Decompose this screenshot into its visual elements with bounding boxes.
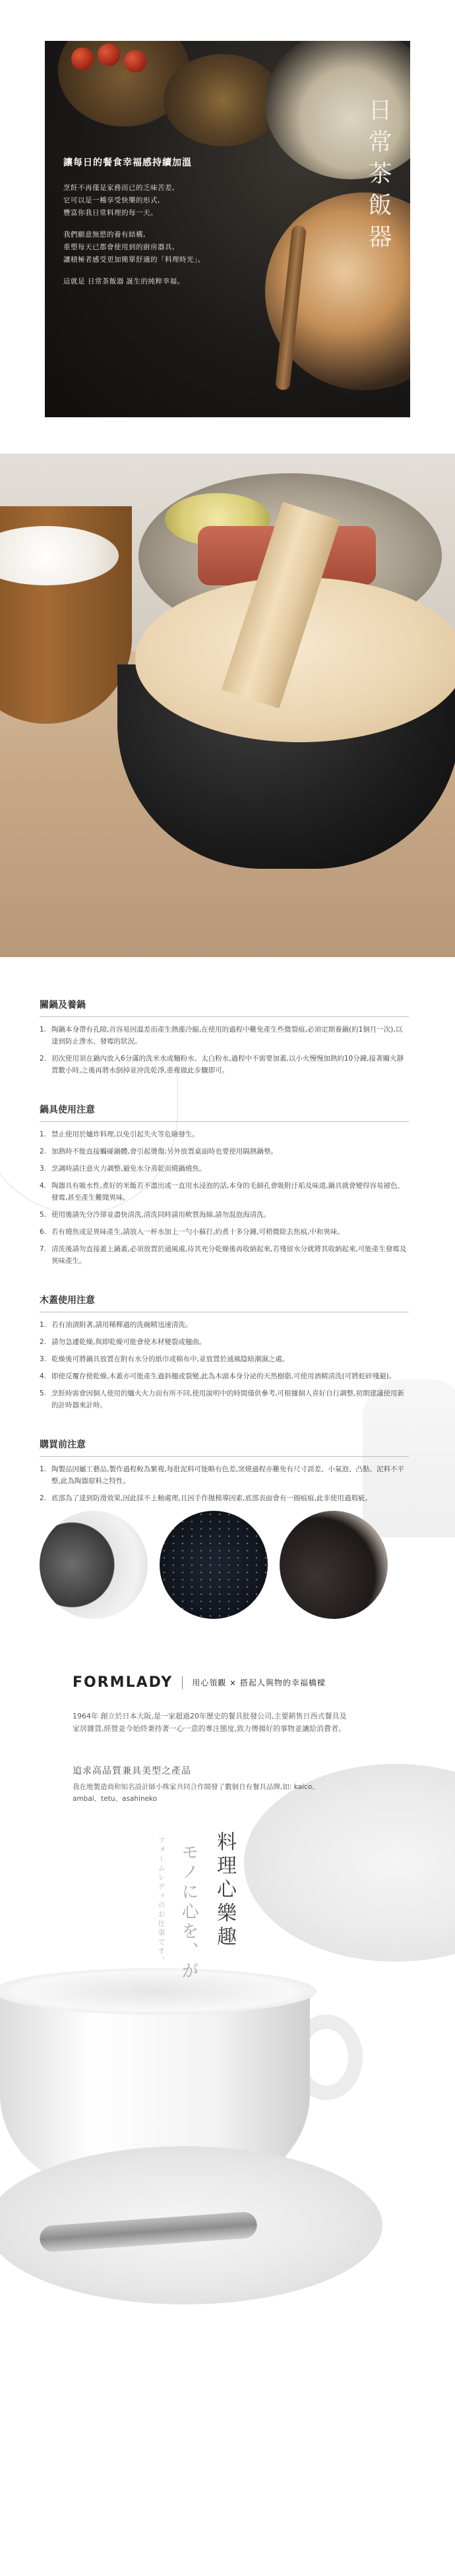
brand-description: 1964年 創立於日本大阪,是一家超過20年歷史的餐具批發公司,主要銷售日西式餐具及家居雜貨,經營並今始終秉持著一心一意的專注態度,致力傳揚好的事物並讓給消費者。 — [73, 1712, 347, 1733]
list-item-text: 陶鍋本身帶有孔隙,首容易因溫差而產生熱漲冷縮,在使用的過程中難免產生些微裂痕,必須定期養鍋(約1個月一次),以達到防止滲水、發霉的狀況。 — [51, 1026, 403, 1045]
tomato-image — [124, 50, 146, 73]
list-item: 6. 若有燒焦或是異味產生,請放入一杯水加上一勺小蘇打,約煮十多分鐘,可稍微除去焦痕,中和異味。 — [40, 1228, 344, 1236]
cup-rim — [0, 1968, 317, 2014]
section-title: 鍋具使用注意 — [40, 1103, 409, 1122]
brand-subtitle: 追求高品質兼具美型之產品 — [73, 1766, 191, 1776]
section-list — [40, 1024, 409, 1076]
list-item-text: 陶器具有吸水性,煮好的米飯若不盡出或一直用水浸泡的話,本身的毛細孔會吸附汙垢及味道,鍋具就會變得容易褪色、發霉,甚至產生難聞異味。 — [51, 1182, 405, 1202]
list-item: 2. 初次使用須在鍋內放入6分滿的洗米水或麵粉水、太白粉水,過程中不需要加蓋,以小火慢慢加熱約10分鐘,接著關火靜置數小時,之後再將水倒掉並沖洗乾淨,重複做此步驟即可。 — [40, 1055, 404, 1074]
list-item-text: 加熱時不能直接觸碰鍋體,會引起燙傷;另外放置桌面時也要使用隔熱鍋墊。 — [51, 1148, 278, 1156]
instructions-section — [0, 957, 455, 1619]
list-item: 1. 陶製品因屬工藝品,製作過程較為繁複,每批泥料可能略有色差,窯燒過程亦難免有尺寸誤差、小氣泡、凸點、泥料不平整,此為陶器原料之特性。 — [40, 1465, 405, 1485]
hero-headline: 讓每日的餐食幸福感持續加溫 — [63, 158, 192, 168]
hero-section — [0, 0, 455, 454]
list-item-text: 乾燥後可將鍋具放置在附有水分的紙巾或棉布中,並放置於通風陰暗潮濕之處。 — [51, 1355, 289, 1363]
list-item: 2. 底部為了達到防滑效果,因此採不上釉處理,且因手作拋模導因素,底部表面會有一圈痕痕,此非使用過瑕疵。 — [40, 1494, 372, 1502]
section-title: 木蓋使用注意 — [40, 1293, 409, 1312]
brand-logo: FORMLADY — [73, 1674, 173, 1691]
list-item-text: 若有燒焦或是異味產生,請放入一杯水加上一勺小蘇打,約煮十多分鐘,可稍微除去焦痕,中和異味。 — [51, 1228, 344, 1236]
list-item: 7. 清洗後請勿直接蓋上鍋蓋,必須放置於通風處,待其充分乾燥後再收納起來,若殘留水分就將其收納起來,可能產生發霉及異味產生。 — [40, 1245, 407, 1265]
list-item: 1. 若有油漬附著,請用稀釋過的洗碗精迅速清洗。 — [40, 1321, 193, 1329]
list-item: 4. 即使反覆存使乾燥,木蓋亦可能產生過斜翹或裂變,此為木頭本身分泌的天然樹脂,可使用酒精清洗(可將蛀碎殘避)。 — [40, 1372, 396, 1380]
purchase-notes-section — [40, 1438, 409, 1619]
list-item-text: 即使反覆存使乾燥,木蓋亦可能產生過斜翹或裂變,此為木頭本身分泌的天然樹脂,可使用酒精清洗(可將蛀碎殘避)。 — [51, 1372, 396, 1380]
hero-line: 這就是 日常茶飯器 誕生的純粹幸福。 — [63, 278, 185, 285]
hero-line: 它可以是一種享受快樂的形式, — [63, 196, 160, 204]
list-item-text: 陶製品因屬工藝品,製作過程較為繁複,每批泥料可能略有色差,窯燒過程亦難免有尺寸誤差、小氣泡、凸點、泥料不平整,此為陶器原料之特性。 — [51, 1465, 405, 1485]
list-item: 1. 禁止使用於爐炸料理,以免引起失火等危險發生。 — [40, 1130, 199, 1138]
lid-usage-section — [40, 1293, 409, 1411]
list-item-text: 烹飪時需會因個人使用的爐火火力而有所不同,使用說明中的時間僅供參考,可根據個人喜好自行調整,初期建議使用新的計時器來計時。 — [51, 1390, 405, 1409]
list-item-text: 烹調時請注意火力調整,避免水分蒸乾而燒鍋燒焦。 — [51, 1165, 206, 1173]
list-item: 2. 請勿急遽乾燥,與即乾燥可能會使木材變裂或翹曲。 — [40, 1338, 206, 1346]
product-photo — [0, 454, 455, 957]
brand-vertical-sub: モノに心を、が — [179, 1843, 198, 1981]
list-item: 5. 使用後請先分冷卻並盡快清洗,清洗同時請用軟質海綿,請勿混泡海清洗。 — [40, 1211, 271, 1219]
texture-swatch-image — [280, 1511, 388, 1619]
tomato-image — [71, 47, 94, 70]
list-item: 5. 烹飪時需會因個人使用的爐火火力而有所不同,使用說明中的時間僅供參考,可根據個人喜好自行調整,初期建議使用新的計時器來計時。 — [40, 1390, 405, 1409]
hero-paragraph — [63, 276, 235, 288]
hero-paragraph — [63, 182, 235, 220]
list-item-text: 清洗後請勿直接蓋上鍋蓋,必須放置於通風處,待其充分乾燥後再收納起來,若殘留水分就將其收納起來,可能產生發霉及異味產生。 — [51, 1245, 407, 1265]
list-item: 4. 陶器具有吸水性,煮好的米飯若不盡出或一直用水浸泡的話,本身的毛細孔會吸附汙垢及味道,鍋具就會變得容易褪色、發霉,甚至產生難聞異味。 — [40, 1182, 405, 1202]
care-section — [40, 998, 409, 1076]
brand-vertical-main: 料理心樂趣 — [213, 1831, 236, 1950]
hero-line: 我們願意無慾的養有結構, — [63, 231, 146, 239]
hero-line: 烹飪不再僅是家務而已的乏味苦差, — [63, 184, 175, 192]
section-list — [40, 1128, 409, 1267]
brand-header — [73, 1674, 326, 1691]
list-item-text: 初次使用須在鍋內放入6分滿的洗米水或麵粉水、太白粉水,過程中不需要加蓋,以小火慢慢加熱約10分鐘,接著關火靜置數小時,之後再將水倒掉並沖洗乾淨,重複做此步驟即可。 — [51, 1055, 404, 1074]
list-item-text: 請勿急遽乾燥,與即乾燥可能會使木材變裂或翹曲。 — [51, 1338, 206, 1346]
list-item-text: 若有油漬附著,請用稀釋過的洗碗精迅速清洗。 — [51, 1321, 193, 1329]
hero-line: 豐富你我日常料理的每一天。 — [63, 209, 158, 217]
section-title: 關鍋及養鍋 — [40, 998, 409, 1017]
texture-swatch-image — [160, 1511, 268, 1619]
hero-text — [63, 156, 235, 297]
list-item: 3. 烹調時請注意火力調整,避免水分蒸乾而燒鍋燒焦。 — [40, 1165, 206, 1173]
section-title: 購買前注意 — [40, 1438, 409, 1457]
section-list — [40, 1463, 409, 1504]
list-item: 3. 乾燥後可將鍋具放置在附有水分的紙巾或棉布中,並放置於通風陰暗潮濕之處。 — [40, 1355, 289, 1363]
section-list — [40, 1319, 409, 1411]
brand-tagline: 用心領觀 × 搭起人與物的幸福橋樑 — [192, 1678, 326, 1687]
hero-bowl-image — [164, 54, 282, 146]
list-item-text: 使用後請先分冷卻並盡快清洗,清洗同時請用軟質海綿,請勿混泡海清洗。 — [51, 1211, 271, 1219]
hero-vertical-title: 日常茶飯器 — [365, 98, 392, 256]
brand-divider — [182, 1676, 183, 1689]
list-item: 1. 陶鍋本身帶有孔隙,首容易因溫差而產生熱漲冷縮,在使用的過程中難免產生些微裂痕,必須定期養鍋(約1個月一次),以達到防止滲水、發霉的狀況。 — [40, 1026, 403, 1045]
brand-vertical-small: フォームレディのお仕事です。 — [157, 1836, 166, 1966]
hero-line: 重塑每天已都會使用到的廚房器具, — [63, 243, 175, 251]
hero-paragraph — [63, 229, 235, 266]
pot-usage-section — [40, 1103, 409, 1267]
tomato-image — [98, 44, 120, 66]
texture-swatch-image — [40, 1511, 148, 1619]
brand-section — [0, 1645, 455, 2321]
brand-subtitle-body: 我在地製造商和知名設計師小株家共同合作開發了數個自有餐具品牌,如: kaico、ambai、tetu、asahineko — [73, 1783, 319, 1803]
list-item-text: 底部為了達到防滑效果,因此採不上釉處理,且因手作拋模導因素,底部表面會有一圈痕痕,此非使用過瑕疵。 — [51, 1494, 372, 1502]
list-item-text: 禁止使用於爐炸料理,以免引起失火等危險發生。 — [51, 1130, 199, 1138]
list-item: 2. 加熱時不能直接觸碰鍋體,會引起燙傷;另外放置桌面時也要使用隔熱鍋墊。 — [40, 1148, 278, 1156]
hero-line: 讓積極者感受更加簡單舒適的「料理時光」。 — [63, 256, 205, 264]
texture-swatches — [40, 1511, 409, 1619]
